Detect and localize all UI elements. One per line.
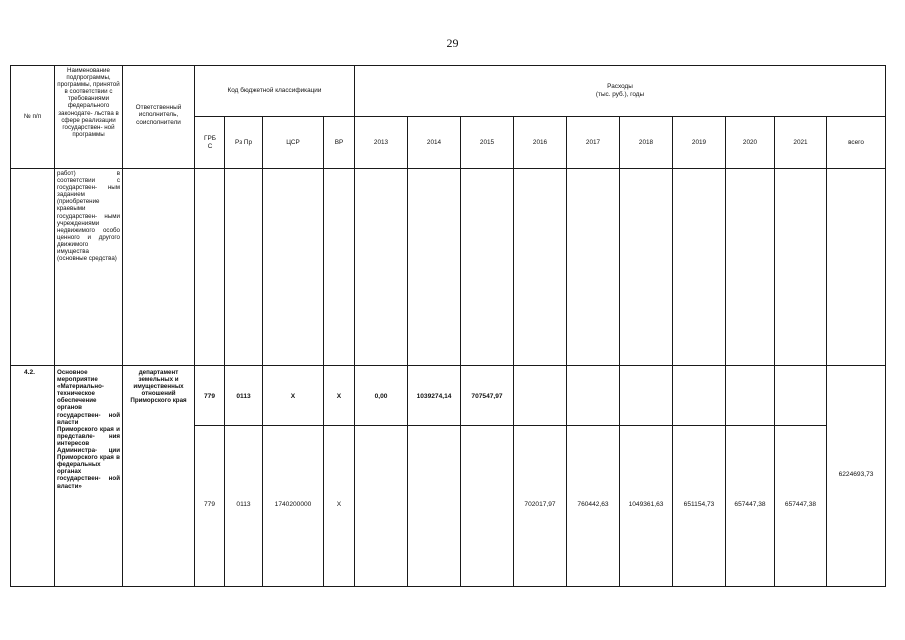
row-42-rzpr: 0113 [236,501,251,508]
row-42-csr: X [290,393,296,400]
header-year: 2015 [479,138,495,146]
header-no: № п/п [23,113,42,121]
row-42-name: Основное мероприятие «Материально- техническое обеспечение органов государствен- ной власти Приморского края и представле- ния интересов Администра- ции Приморского края в федеральных органах государствен- ной власти» [57,369,120,490]
col-line [619,116,620,587]
col-line [513,116,514,587]
row42-subdivider [194,425,826,426]
row-42-value-2013: 0,00 [374,393,388,400]
col-line [672,116,673,587]
row-42-grbs: 779 [203,501,215,508]
col-line [323,116,324,587]
row-divider [10,365,886,366]
header-budget-code: Код бюджетной классификации [227,87,322,95]
header-year: 2018 [638,138,654,146]
row-42-value-2019: 651154,73 [683,501,715,508]
row-42-grbs: 779 [203,393,215,400]
col-line [725,116,726,587]
row-42-executor: департамент земельных и имущественных отношений Приморского края [130,369,187,405]
col-line [224,116,225,587]
header-year: 2016 [532,138,548,146]
header-year: 2020 [742,138,758,146]
row-42-vr: X [336,393,342,400]
col-line [774,116,775,587]
header-year: 2019 [691,138,707,146]
row-42-csr: 1740200000 [274,501,312,508]
col-line [460,116,461,587]
header-rzpr: Рз Пр [234,138,253,146]
header-expenses: Расходы (тыс. руб.), годы [595,83,645,98]
header-bottom [10,168,886,169]
page-number: 29 [446,36,459,50]
header-grbs: ГРБ С [204,134,216,150]
header-vr: ВР [334,138,344,146]
header-executor: Ответственный исполнитель, соисполнители [135,103,182,126]
col-line [826,116,827,587]
header-name: Наименование подпрограммы, программы, принятой в соответствии с требованиями федерального законодате- льства в сфере реализации государствен- ной программы [57,67,120,138]
header-total: всего [848,138,864,146]
row-42-value-2016: 702017,97 [524,501,556,508]
row-42-value-2018: 1049361,63 [628,501,664,508]
row-42-vr: X [336,501,342,508]
col-line [122,65,123,587]
row-42-value-2021: 657447,38 [784,501,817,508]
header-csr: ЦСР [286,138,300,146]
col-line [54,65,55,587]
header-year: 2014 [426,138,442,146]
header-year: 2021 [793,138,808,146]
row-42-value-2015: 707547,97 [471,393,503,400]
col-line [885,65,886,587]
row-42-number: 4.2. [24,369,35,376]
header-year: 2013 [373,138,389,146]
continued-row-name: работ) в соответствии с государствен- ным заданием (приобретение краевыми государствен- ными учреждениями недвижимого особо ценного и другого движимого имущества (основные средства) [57,170,120,263]
header-year: 2017 [585,138,601,146]
col-line [407,116,408,587]
row-42-rzpr: 0113 [236,393,251,400]
row-42-value-2020: 657447,38 [734,501,766,508]
col-line [194,65,195,587]
row-42-value-2017: 760442,63 [577,501,609,508]
col-line [262,116,263,587]
col-line [566,116,567,587]
table-border-bottom [10,586,886,587]
budget-table [10,65,886,587]
row-42-total: 6224693,73 [838,471,874,478]
row-42-value-2014: 1039274,14 [416,393,452,400]
